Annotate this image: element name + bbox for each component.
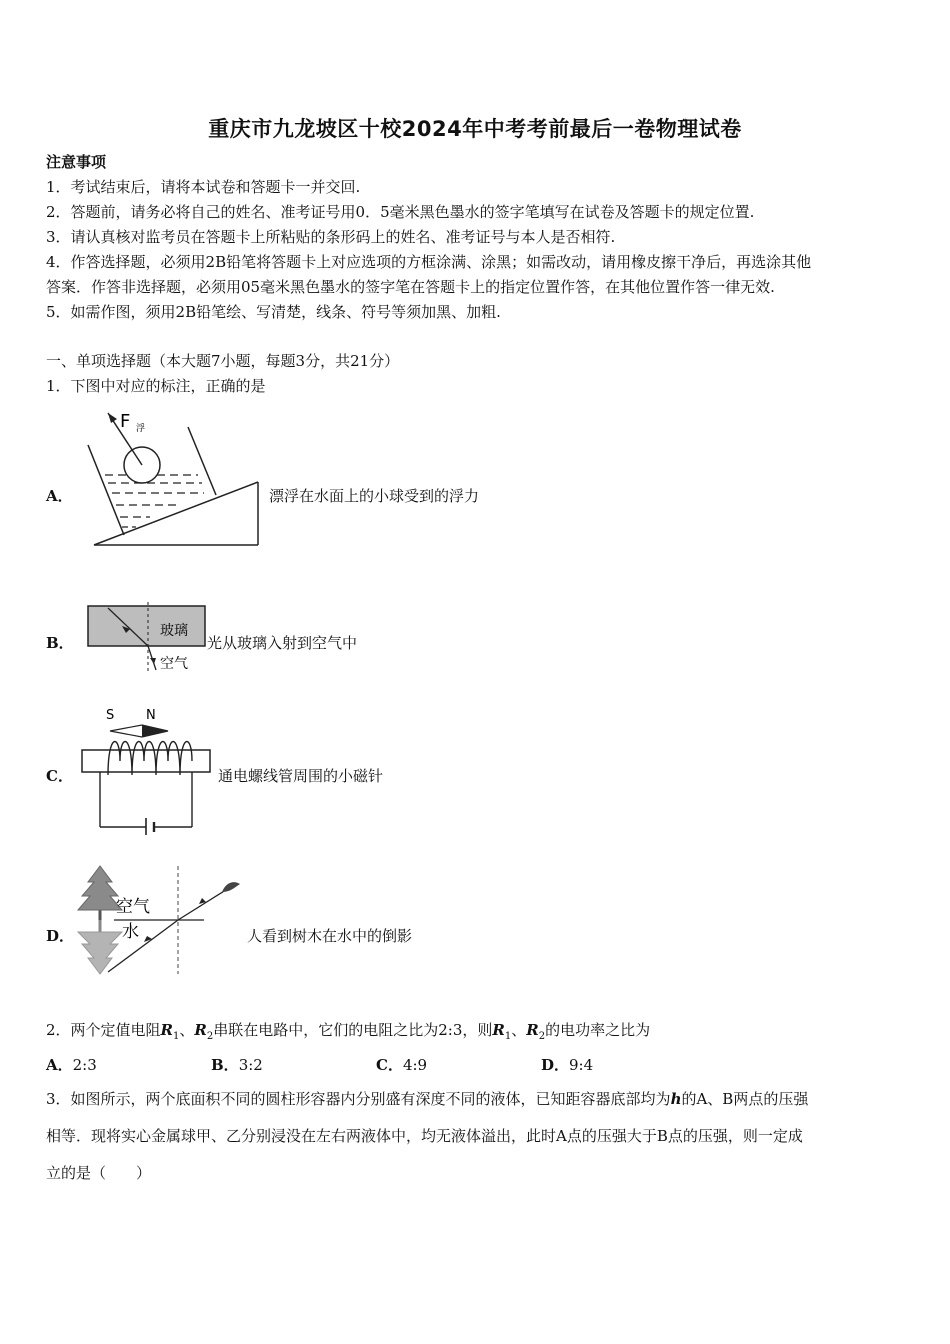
notice-item: 4．作答选择题，必须用2B铅笔将答题卡上对应选项的方框涂满、涂黑；如需改动，请用橡皮擦干净后，再选涂其他 — [46, 253, 812, 271]
reflection-diagram — [74, 862, 244, 980]
question-1-stem: 1．下图中对应的标注，正确的是 — [46, 377, 266, 395]
water-label: 水 — [122, 922, 139, 942]
notice-item: 1．考试结束后，请将本试卷和答题卡一并交回. — [46, 178, 361, 196]
notice-item: 3．请认真核对监考员在答题卡上所粘贴的条形码上的姓名、准考证号与本人是否相符. — [46, 228, 616, 246]
solenoid-diagram — [80, 703, 215, 833]
question-3-line: 3．如图所示，两个底面积不同的圆柱形容器内分别盛有深度不同的液体，已知距容器底部均为h的A、B两点的压强 — [46, 1090, 809, 1108]
page-title: 重庆市九龙坡区十校2024年中考考前最后一卷物理试卷 — [208, 117, 742, 141]
force-subscript: 浮 — [136, 424, 146, 434]
q2-option-b: B．3:2 — [211, 1056, 263, 1074]
notice-heading: 注意事项 — [46, 153, 107, 171]
q2-option-c: C．4:9 — [376, 1056, 428, 1074]
glass-label: 玻璃 — [160, 623, 188, 639]
option-d-label: D． — [46, 927, 75, 945]
option-c-label: C． — [46, 767, 73, 785]
air-label: 空气 — [160, 656, 188, 672]
section-heading: 一、单项选择题（本大题7小题，每题3分，共21分） — [46, 352, 400, 370]
option-c-text: 通电螺线管周围的小磁针 — [218, 767, 384, 785]
question-3-line: 立的是（ ） — [46, 1164, 152, 1182]
option-a-label: A． — [46, 487, 73, 505]
refraction-diagram — [86, 602, 208, 674]
needle-n-label: N — [146, 708, 156, 723]
question-3-line: 相等．现将实心金属球甲、乙分别浸没在左右两液体中，均无液体溢出，此时A点的压强大于B点的压强，则一定成 — [46, 1127, 803, 1145]
q2-option-a: A．2:3 — [46, 1056, 97, 1074]
option-d-text: 人看到树木在水中的倒影 — [247, 927, 413, 945]
air-label: 空气 — [116, 897, 150, 917]
needle-s-label: S — [106, 708, 115, 723]
option-b-label: B． — [46, 634, 74, 652]
notice-item: 5．如需作图，须用2B铅笔绘、写清楚，线条、符号等须加黑、加粗. — [46, 303, 501, 321]
notice-item: 答案．作答非选择题，必须用05毫米黑色墨水的签字笔在答题卡上的指定位置作答，在其他位置作答一律无效. — [46, 278, 775, 296]
notice-item: 2．答题前，请务必将自己的姓名、准考证号用0．5毫米黑色墨水的签字笔填写在试卷及答题卡的规定位置. — [46, 203, 755, 221]
force-label: F — [120, 411, 131, 432]
option-a-text: 漂浮在水面上的小球受到的浮力 — [269, 487, 480, 505]
option-b-text: 光从玻璃入射到空气中 — [207, 634, 358, 652]
eye-shape — [222, 882, 240, 892]
buoyancy-diagram — [80, 405, 265, 550]
question-2-stem: 2．两个定值电阻$R_1$、$R_2$串联在电路中，它们的电阻之比为2:3，则$R_1$、$R_2$的电功率之比为 — [46, 1021, 651, 1042]
q2-option-d: D．9:4 — [541, 1056, 594, 1074]
